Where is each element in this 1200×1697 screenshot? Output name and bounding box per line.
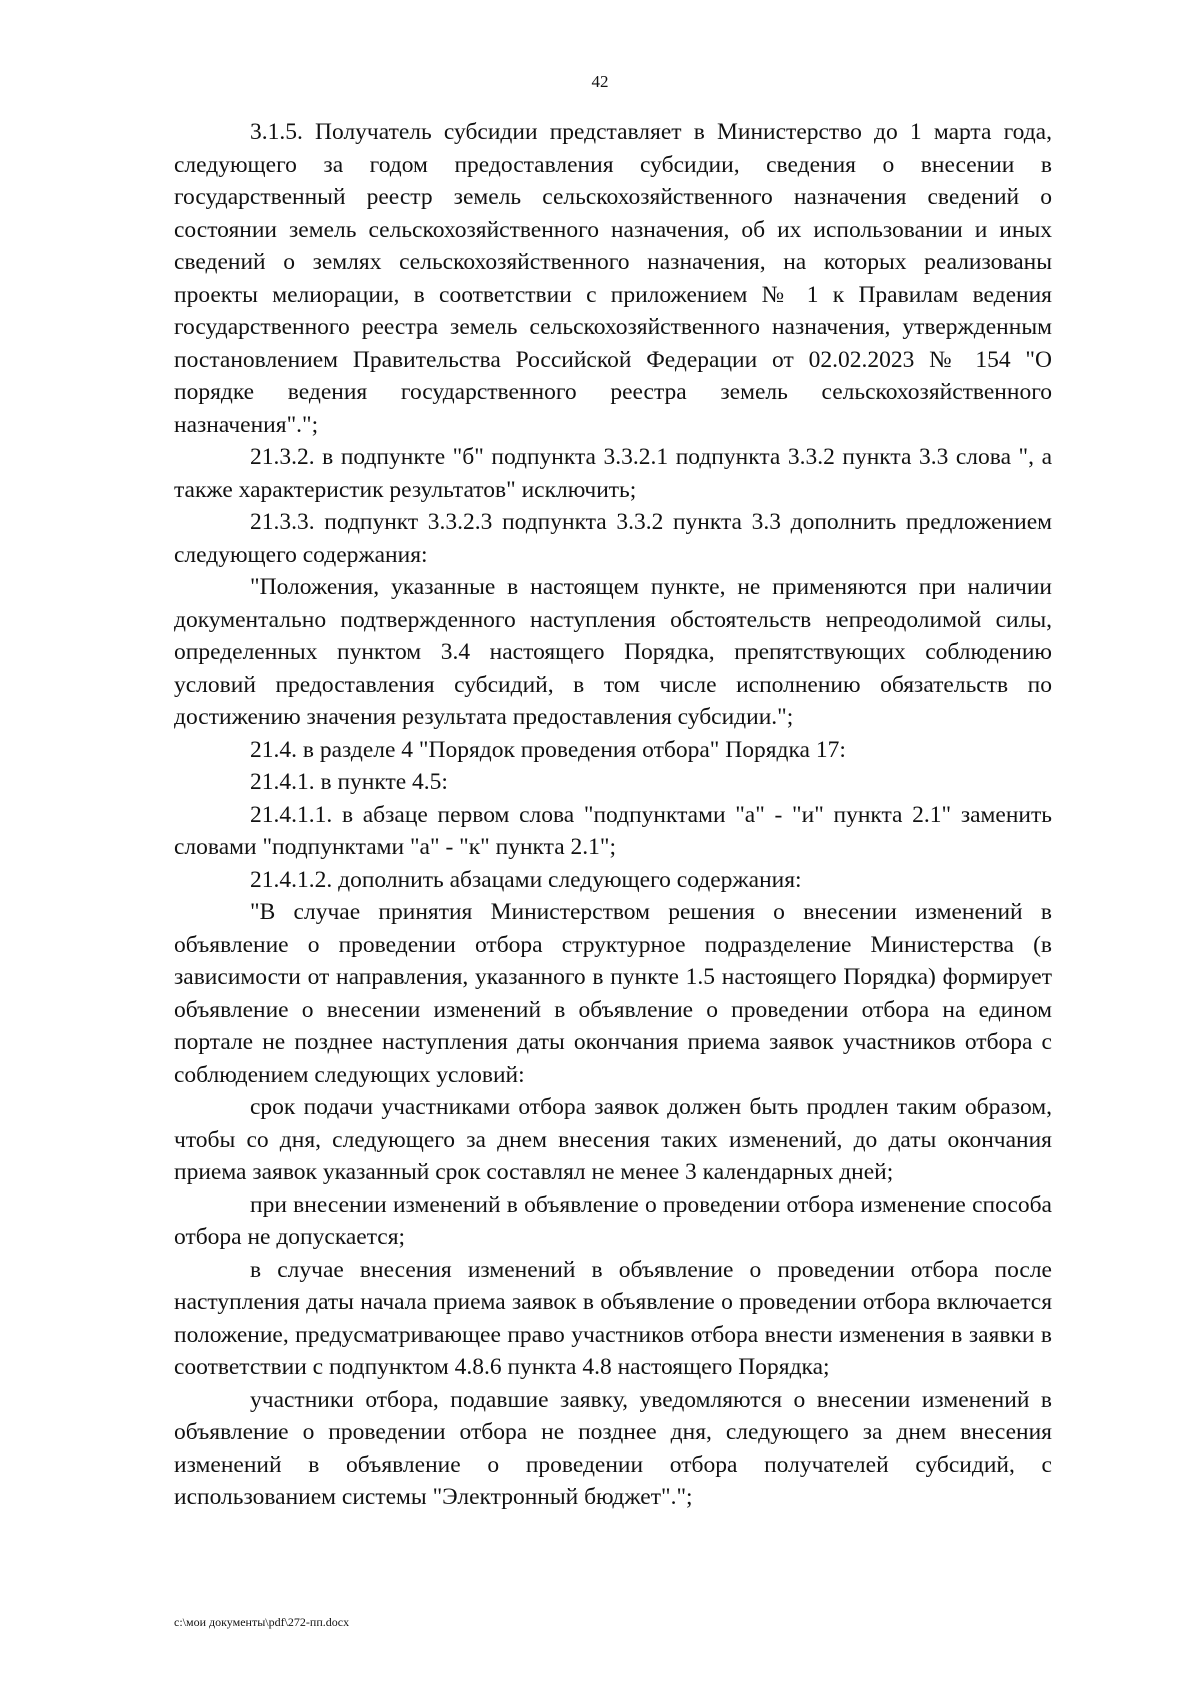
paragraph-after-start-date: в случае внесения изменений в объявление о проведении отбора после наступления даты начала приема заявок в объявление о проведении отбора включается положение, предусматривающее право участников отбора внести изменения в заявки в соответствии с подпунктом 4.8.6 пункта 4.8 настоящего Порядка; [174, 1256, 1052, 1380]
document-body [174, 116, 1052, 1514]
paragraph-21-4: 21.4. в разделе 4 "Порядок проведения отбора" Порядка 17: [250, 736, 846, 763]
paragraph-notification: участники отбора, подавшие заявку, уведомляются о внесении изменений в объявление о проведении отбора не позднее дня, следующего за днем внесения изменений в объявление о проведении отбора получателей субсидий, с использованием системы "Электронный бюджет"."; [174, 1386, 1052, 1510]
paragraph-21-4-1: 21.4.1. в пункте 4.5: [250, 769, 448, 795]
paragraph-quote-force-majeure: "Положения, указанные в настоящем пункте, не применяются при наличии документально подтвержденного наступления обстоятельств непреодолимой силы, определенных пунктом 3.4 настоящего Порядка, препятствующих соблюдению условий предоставления субсидий, в том числе исполнению обязательств по достижению значения результата предоставления субсидии."; [174, 574, 1052, 730]
paragraph-method-unchanged: при внесении изменений в объявление о проведении отбора изменение способа отбора не допускается; [174, 1191, 1052, 1250]
footer-file-path: c:\мои документы\pdf\272-пп.docx [174, 1615, 350, 1629]
paragraph-deadline-extension: срок подачи участниками отбора заявок должен быть продлен таким образом, чтобы со дня, следующего за днем внесения таких изменений, до даты окончания приема заявок указанный срок составлял не менее 3 календарных дней; [174, 1094, 1052, 1185]
paragraph-3-1-5: 3.1.5. Получатель субсидии представляет в Министерство до 1 марта года, следующего за годом предоставления субсидии, сведения о внесении в государственный реестр земель сельскохозяйственного назначения сведений о состоянии земель сельскохозяйственного назначения, об их использовании и иных сведений о землях сельскохозяйственного назначения, на которых реализованы проекты мелиорации, в соответствии с приложением № 1 к Правилам ведения государственного реестра земель сельскохозяйственного назначения, утвержденным постановлением Правительства Российской Федерации от 02.02.2023 № 154 "О порядке ведения государственного реестра земель сельскохозяйственного назначения"."; [174, 119, 1052, 438]
paragraph-21-4-1-2: 21.4.1.2. дополнить абзацами следующего содержания: [250, 866, 802, 893]
page-number: 42 [591, 72, 609, 91]
paragraph-quote-changes: "В случае принятия Министерством решения о внесении изменений в объявление о проведении отбора структурное подразделение Министерства (в зависимости от направления, указанного в пункте 1.5 настоящего Порядка) формирует объявление о внесении изменений в объявление о проведении отбора на едином портале не позднее наступления даты окончания приема заявок участников отбора с соблюдением следующих условий: [174, 899, 1052, 1088]
paragraph-21-3-2: 21.3.2. в подпункте "б" подпункта 3.3.2.1 подпункта 3.3.2 пункта 3.3 слова ", а также характеристик результатов" исключить; [174, 444, 1052, 503]
paragraph-21-4-1-1: 21.4.1.1. в абзаце первом слова "подпунктами "а" - "и" пункта 2.1" заменить словами "подпунктами "а" - "к" пункта 2.1"; [174, 801, 1052, 860]
paragraph-21-3-3: 21.3.3. подпункт 3.3.2.3 подпункта 3.3.2 пункта 3.3 дополнить предложением следующего содержания: [174, 509, 1052, 568]
